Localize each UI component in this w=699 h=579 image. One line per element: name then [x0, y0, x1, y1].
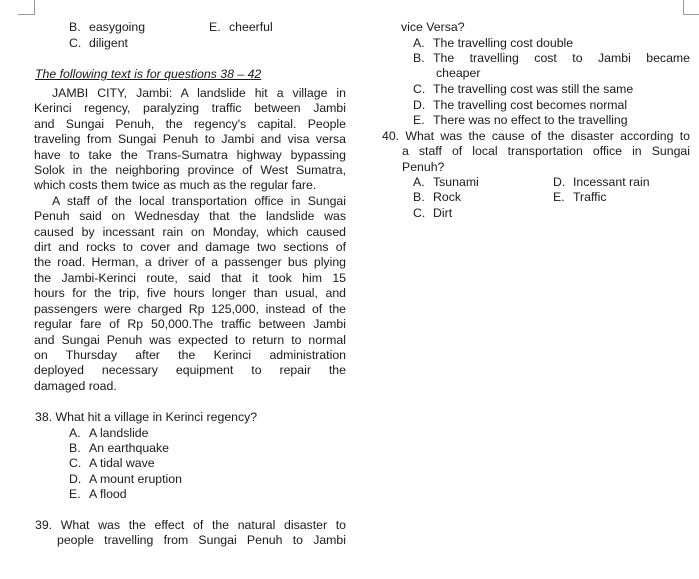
question-39-option-c: C. The travelling cost was still the same [413, 82, 634, 96]
question-38-stem: 38. What hit a village in Kerinci regency? [35, 410, 258, 424]
crop-mark-right [683, 0, 699, 15]
question-40-option-a: A. Tsunami [413, 175, 479, 189]
question-38-option-a: A. A landslide [69, 426, 149, 440]
question-38-option-d: D. A mount eruption [69, 472, 182, 486]
question-39-option-d: D. The travelling cost becomes normal [413, 98, 628, 112]
question-38-option-c: C. A tidal wave [69, 456, 155, 470]
question-38-option-b: B. An earthquake [69, 441, 169, 455]
question-40-stem: 40. What was the cause of the disaster according to a staff of local transportation office in Sungai Penuh? [382, 129, 690, 174]
option-prev-e: E. cheerful [209, 20, 273, 34]
question-40-option-c: C. Dirt [413, 206, 453, 220]
passage [34, 86, 346, 394]
question-39-option-b: B. The travelling cost to Jambi became cheaper [413, 51, 690, 81]
passage-paragraph-2: A staff of the local transportation office in Sungai Penuh said on Wednesday that the landslide was caused by incessant rain on Monday, which caused dirt and rocks to cover and damage two sections of the road. Herman, a driver of a passenger bus plying the Jambi-Kerinci route, said that it took him 15 hours for the trip, five hours longer than usual, and passengers were charged Rp 125,000, instead of the regular fare of Rp 50,000.The traffic between Jambi and Sungai Penuh was expected to return to normal on Thursday after the Kerinci administration deployed necessary equipment to repair the damaged road. [34, 193, 346, 393]
question-40-option-b: B. Rock [413, 190, 462, 204]
question-40-option-e: E. Traffic [553, 190, 607, 204]
option-prev-b: B. easygoing [69, 20, 146, 34]
option-prev-c: C. diligent [69, 36, 128, 50]
question-39-stem-continued: vice Versa? [401, 20, 465, 34]
question-40-option-d: D. Incessant rain [553, 175, 650, 189]
question-39-stem: 39. What was the effect of the natural disaster to people travelling from Sungai Penuh to Jambi [35, 518, 346, 548]
passage-paragraph-1: JAMBI CITY, Jambi: A landslide hit a village in Kerinci regency, paralyzing traffic between Jambi and Sungai Penuh, the regency's capital. People traveling from Sungai Penuh to Jambi and visa versa have to take the Trans-Sumatra highway bypassing Solok in the neighboring province of West Sumatra, which costs them twice as much as the regular fare. [34, 86, 346, 193]
passage-heading: The following text is for questions 38 – 42 [35, 67, 262, 81]
question-39-option-e: E. There was no effect to the travelling [413, 113, 628, 127]
crop-mark-left [18, 0, 35, 15]
question-38-option-e: E. A flood [69, 487, 127, 501]
question-39-option-a: A. The travelling cost double [413, 36, 574, 50]
